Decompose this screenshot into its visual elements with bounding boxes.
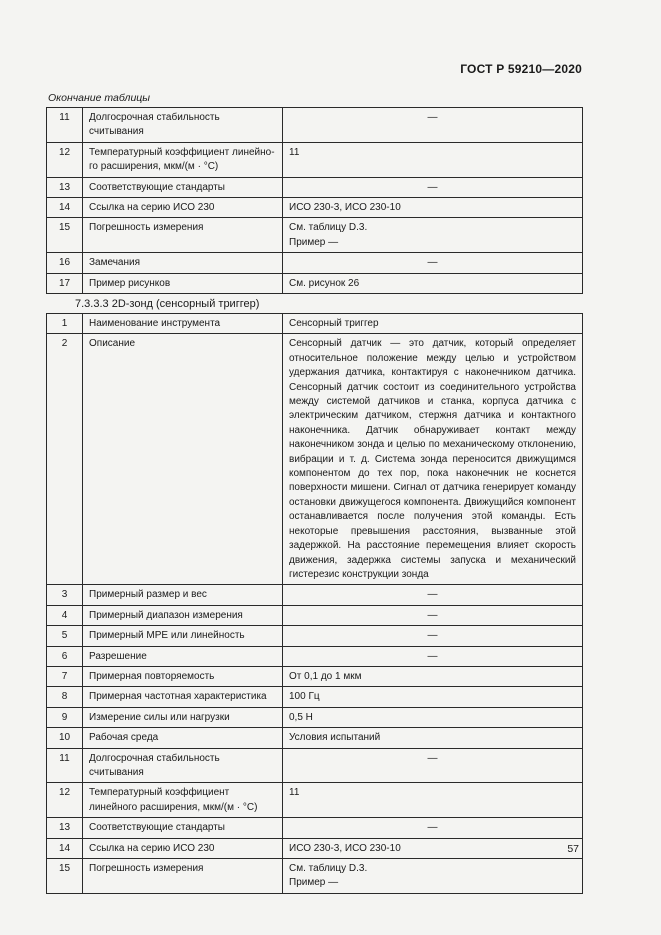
row-name (83, 783, 283, 818)
table-row (47, 838, 583, 858)
table-row (47, 783, 583, 818)
row-name: Наименование инструмента (83, 314, 283, 334)
row-name: Погрешность измерения (83, 218, 283, 253)
row-value (283, 859, 583, 894)
table-row (47, 142, 583, 177)
row-value: 0,5 Н (283, 707, 583, 727)
row-number: 3 (47, 585, 83, 605)
row-name: Примерная повторяемость (83, 666, 283, 686)
row-number: 13 (47, 177, 83, 197)
row-number: 12 (47, 142, 83, 177)
row-value: — (283, 748, 583, 783)
row-description: Сенсорный датчик — это датчик, который определяет относительное положение между целью и устройством удержания датчика, контактируя с наконечником датчика. Сенсорный датчик состоит из соединительного устройства между системой датчиков и станка, корпуса датчика с электрическим датчиком, стержня датчика и контактного наконечника. Датчик обнаруживает контакт между наконечником зонда и целью по механическому отклонению, вибрации и т. д. Система зонда переносится движущимся компонентом до тех пор, пока наконечник не коснется поверхности мишени. Сигнал от датчика генерирует команду остановки движущегося компонента. Движущийся компонент останавливается после получения этой команды. Есть некоторые превышения расстояния, вызванные этой задержкой. На расстояние перемещения влияет скорость движения, задержка системы запуска и механический гистерезис конструкции зонда (283, 334, 583, 585)
row-value: — (283, 253, 583, 273)
row-name: Соответствующие стандарты (83, 177, 283, 197)
row-name: Примерный MPE или линейность (83, 626, 283, 646)
row-number: 9 (47, 707, 83, 727)
row-name: Рабочая среда (83, 728, 283, 748)
section-heading: 7.3.3.3 2D-зонд (сенсорный триггер) (75, 298, 260, 310)
table-row (47, 748, 583, 783)
table-row (47, 334, 583, 585)
row-name: Примерная частотная характеристика (83, 687, 283, 707)
row-value: — (283, 818, 583, 838)
table-row (47, 666, 583, 686)
row-number: 13 (47, 818, 83, 838)
row-name: Ссылка на серию ИСО 230 (83, 838, 283, 858)
row-name: Ссылка на серию ИСО 230 (83, 198, 283, 218)
row-name (83, 142, 283, 177)
row-number: 11 (47, 748, 83, 783)
table-row (47, 626, 583, 646)
page-number: 57 (567, 843, 579, 855)
row-value: — (283, 108, 583, 143)
row-name: Разрешение (83, 646, 283, 666)
row-name: Замечания (83, 253, 283, 273)
row-value: ИСО 230-3, ИСО 230-10 (283, 198, 583, 218)
table-caption: Окончание таблицы (48, 92, 151, 104)
row-number: 4 (47, 605, 83, 625)
table-row (47, 218, 583, 253)
row-name: Долгосрочная стабильность считывания (83, 748, 283, 783)
row-name: Измерение силы или нагрузки (83, 707, 283, 727)
row-name: Долгосрочная стабильность считывания (83, 108, 283, 143)
row-name: Описание (83, 334, 283, 585)
row-value: — (283, 626, 583, 646)
row-number: 1 (47, 314, 83, 334)
row-number: 12 (47, 783, 83, 818)
row-value-line: См. таблицу D.3. (289, 863, 368, 874)
table-row (47, 108, 583, 143)
table-row (47, 177, 583, 197)
row-number: 15 (47, 859, 83, 894)
row-number: 6 (47, 646, 83, 666)
row-value: Условия испытаний (283, 728, 583, 748)
row-value: От 0,1 до 1 мкм (283, 666, 583, 686)
row-name-line: Температурный коэффициент линейно- (89, 146, 275, 158)
row-value: 11 (283, 783, 583, 818)
row-value: 100 Гц (283, 687, 583, 707)
table-row (47, 687, 583, 707)
row-value (283, 218, 583, 253)
row-name: Пример рисунков (83, 273, 283, 293)
row-number: 14 (47, 198, 83, 218)
row-name-line: Температурный коэффициент (89, 787, 230, 799)
row-value: — (283, 605, 583, 625)
row-number: 8 (47, 687, 83, 707)
row-value: 11 (283, 142, 583, 177)
row-number: 17 (47, 273, 83, 293)
row-number: 11 (47, 108, 83, 143)
row-value: См. рисунок 26 (283, 273, 583, 293)
row-number: 10 (47, 728, 83, 748)
table-2d-probe (46, 313, 583, 894)
table-continuation (46, 107, 583, 294)
row-name: Примерный диапазон измерения (83, 605, 283, 625)
table-row (47, 646, 583, 666)
row-number: 5 (47, 626, 83, 646)
row-value: ИСО 230-3, ИСО 230-10 (283, 838, 583, 858)
row-number: 14 (47, 838, 83, 858)
row-name-line: го расширения, мкм/(м · °C) (89, 161, 219, 173)
table-row (47, 198, 583, 218)
row-number: 2 (47, 334, 83, 585)
table-row (47, 818, 583, 838)
table-row (47, 859, 583, 894)
row-value-line: См. таблицу D.3. (289, 222, 368, 234)
row-value: Сенсорный триггер (283, 314, 583, 334)
row-value: — (283, 646, 583, 666)
row-number: 7 (47, 666, 83, 686)
row-value-line: Пример — (289, 236, 339, 248)
row-number: 15 (47, 218, 83, 253)
table-row (47, 273, 583, 293)
table-row (47, 707, 583, 727)
table-row (47, 728, 583, 748)
row-value: — (283, 585, 583, 605)
row-number: 16 (47, 253, 83, 273)
table-row (47, 585, 583, 605)
row-value: — (283, 177, 583, 197)
row-name: Примерный размер и вес (83, 585, 283, 605)
table-row (47, 605, 583, 625)
table-row (47, 253, 583, 273)
row-name: Погрешность измерения (83, 859, 283, 894)
row-value-line: Пример — (289, 877, 339, 889)
document-header: ГОСТ Р 59210—2020 (460, 62, 582, 76)
table-row (47, 314, 583, 334)
row-name-line: линейного расширения, мкм/(м · °C) (89, 801, 258, 813)
row-name: Соответствующие стандарты (83, 818, 283, 838)
